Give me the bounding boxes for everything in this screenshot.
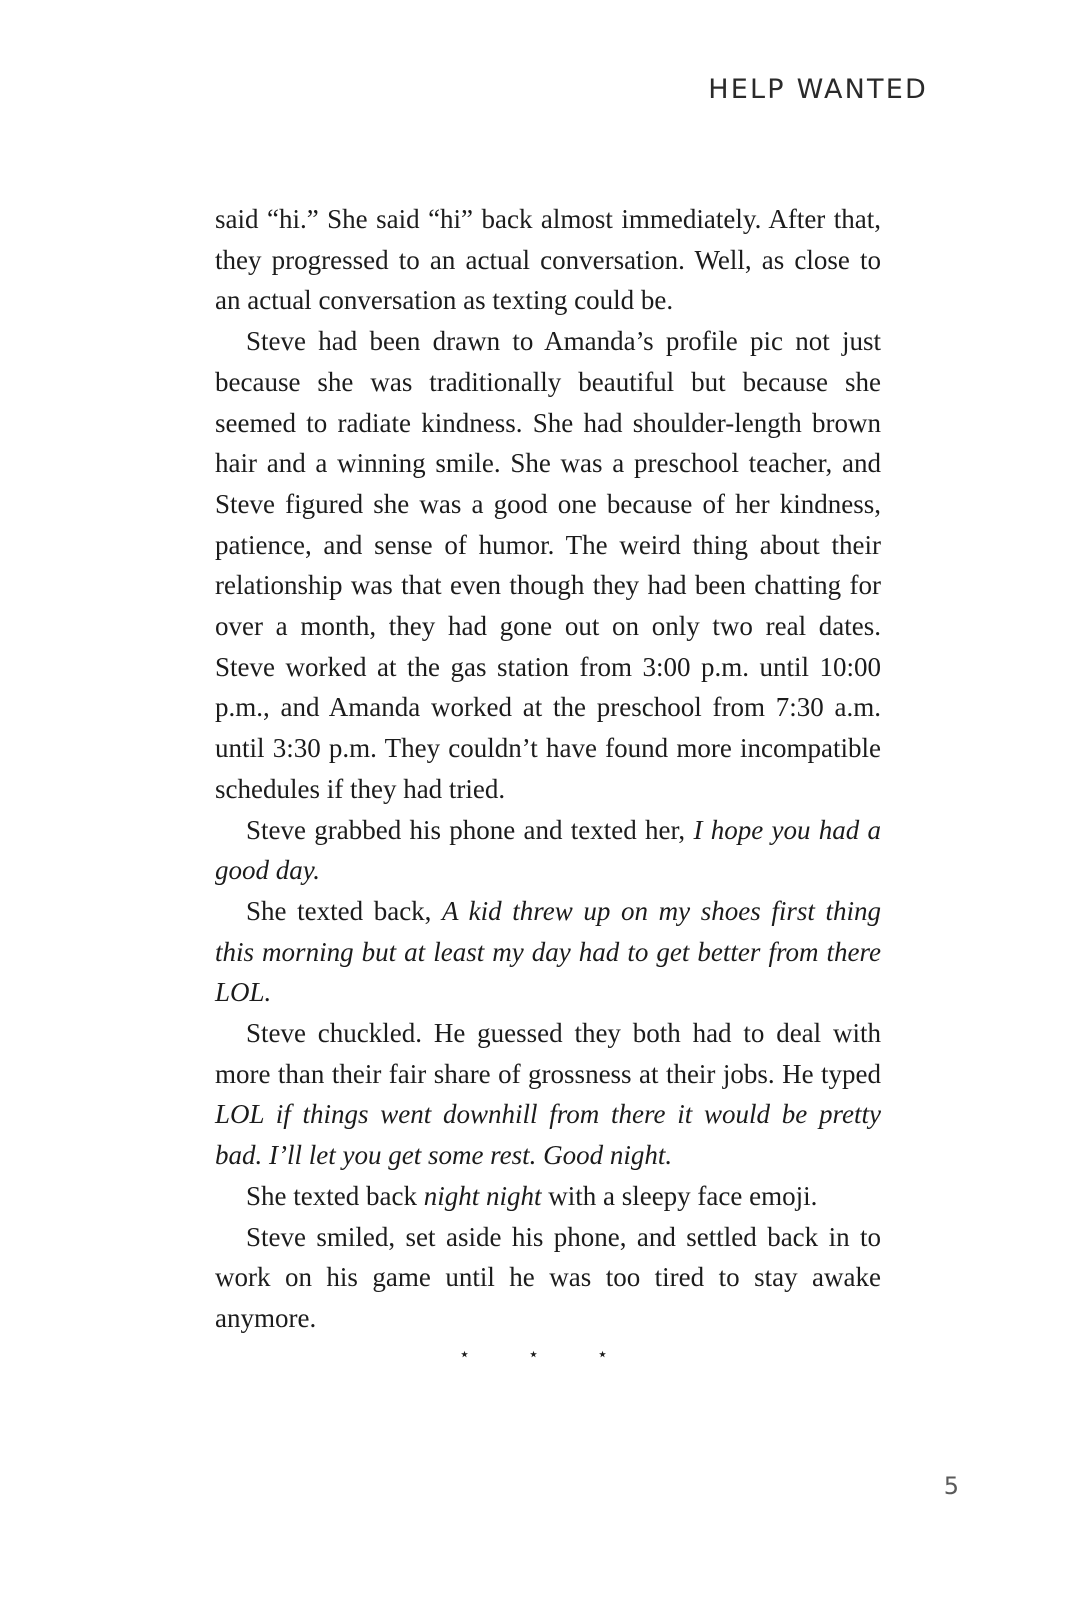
paragraph — [215, 1176, 881, 1217]
text-message: A kid threw up on my shoes first thing this morning but at least my day had to get better from there LOL. — [215, 895, 881, 1008]
paragraph — [215, 891, 881, 1013]
paragraph-text: with a sleepy face emoji. — [541, 1180, 818, 1211]
running-head: HELP WANTED — [708, 74, 928, 105]
paragraph-text: She texted back — [246, 1180, 424, 1211]
paragraph: Steve had been drawn to Amanda’s profile pic not just because she was traditionally beautiful but because she seemed to radiate kindness. She had shoulder-length brown hair and a winning smile. She was a preschool teacher, and Steve figured she was a good one because of her kindness, patience, and sense of humor. The weird thing about their relationship was that even though they had been chatting for over a month, they had gone out on only two real dates. Steve worked at the gas station from 3:00 p.m. until 10:00 p.m., and Amanda worked at the preschool from 7:30 a.m. until 3:30 p.m. They couldn’t have found more incompatible schedules if they had tried. — [215, 326, 881, 804]
paragraph — [215, 810, 881, 891]
scene-break-stars: ⋆ ⋆ ⋆ — [458, 1344, 635, 1365]
text-message: night night — [423, 1180, 542, 1211]
paragraph — [215, 1013, 881, 1176]
paragraph-text: Steve grabbed his phone and texted her, — [246, 814, 694, 845]
text-message: LOL if things went downhill from there it would be pretty bad. I’ll let you get some rest. Good night. — [215, 1099, 881, 1171]
paragraph-text: She texted back, — [246, 895, 443, 926]
paragraph-text: Steve chuckled. He guessed they both had to deal with more than their fair share of grossness at their jobs. He typed — [215, 1018, 881, 1089]
body-text — [215, 199, 881, 1339]
text-message: I hope you had a good day. — [215, 814, 881, 886]
paragraph: Steve smiled, set aside his phone, and settled back in to work on his game until he was too tired to stay awake anymore. — [215, 1221, 881, 1333]
page-number: 5 — [943, 1472, 959, 1500]
paragraph: said “hi.” She said “hi” back almost immediately. After that, they progressed to an actual conversation. Well, as close to an actual conversation as texting could be. — [215, 204, 881, 316]
